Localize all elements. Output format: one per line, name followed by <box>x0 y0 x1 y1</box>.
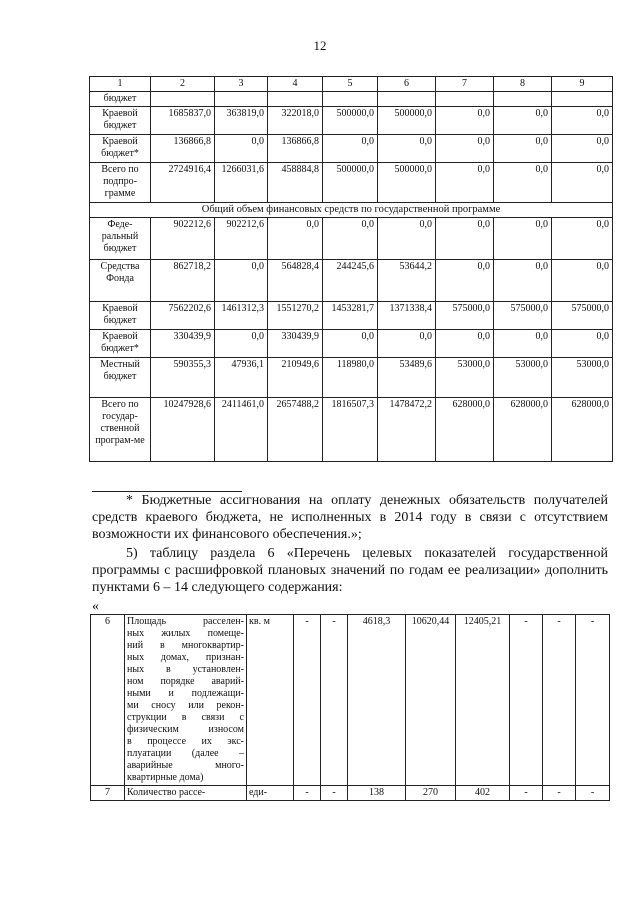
finance-value-cell: 210949,6 <box>268 358 323 398</box>
finance-header-cell: 2 <box>151 77 215 92</box>
indicator-description-line: Количество рассе- <box>127 787 206 798</box>
finance-row <box>90 163 613 203</box>
finance-value-cell: 53644,2 <box>378 260 436 302</box>
finance-value-cell: 628000,0 <box>552 398 613 462</box>
finance-row <box>90 358 613 398</box>
finance-value-cell: 1453281,7 <box>323 302 378 330</box>
finance-row-label: Краевой бюджет <box>90 302 151 330</box>
indicator-description-line: в процессе их экс- <box>127 736 244 747</box>
finance-section-title: Общий объем финансовых средств по государственной программе <box>90 203 613 218</box>
finance-value-cell: 0,0 <box>494 135 552 163</box>
finance-row-label: Феде-ральный бюджет <box>90 218 151 260</box>
finance-header-cell: 6 <box>378 77 436 92</box>
finance-value-cell: 1551270,2 <box>268 302 323 330</box>
finance-value-cell: 458884,8 <box>268 163 323 203</box>
finance-value-cell: 363819,0 <box>215 107 268 135</box>
finance-row <box>90 92 613 107</box>
finance-row-label: Средства Фонда <box>90 260 151 302</box>
finance-value-cell: 0,0 <box>436 135 494 163</box>
finance-value-cell: 1478472,2 <box>378 398 436 462</box>
finance-value-cell: 244245,6 <box>323 260 378 302</box>
indicator-value-cell: 270 <box>406 786 456 801</box>
finance-value-cell: 0,0 <box>436 163 494 203</box>
finance-table <box>89 76 613 462</box>
finance-value-cell <box>323 92 378 107</box>
finance-value-cell: 0,0 <box>552 218 613 260</box>
finance-value-cell <box>151 92 215 107</box>
finance-value-cell: 2657488,2 <box>268 398 323 462</box>
finance-value-cell: 0,0 <box>494 107 552 135</box>
finance-header-cell: 7 <box>436 77 494 92</box>
finance-value-cell: 10247928,6 <box>151 398 215 462</box>
finance-value-cell: 0,0 <box>378 218 436 260</box>
indicator-value-cell: - <box>294 786 321 801</box>
indicator-description-line: плуатации (далее – <box>127 748 244 759</box>
finance-header-cell: 5 <box>323 77 378 92</box>
finance-header-cell: 4 <box>268 77 323 92</box>
finance-value-cell: 564828,4 <box>268 260 323 302</box>
finance-value-cell: 1371338,4 <box>378 302 436 330</box>
paragraph-5: 5) таблицу раздела 6 «Перечень целевых показателей государственной программы с расшифровкой плановых значений по годам ее реализации» дополнить пунктами 6 – 14 следующего содержания: <box>92 546 608 595</box>
indicator-number: 7 <box>91 786 125 801</box>
finance-value-cell: 0,0 <box>552 330 613 358</box>
finance-value-cell: 136866,8 <box>151 135 215 163</box>
finance-value-cell: 0,0 <box>436 330 494 358</box>
finance-value-cell: 322018,0 <box>268 107 323 135</box>
finance-header-cell: 8 <box>494 77 552 92</box>
finance-value-cell: 0,0 <box>436 260 494 302</box>
finance-value-cell: 500000,0 <box>323 163 378 203</box>
indicator-description-line: ных в установлен- <box>127 664 244 675</box>
finance-value-cell: 53000,0 <box>552 358 613 398</box>
finance-value-cell: 53000,0 <box>494 358 552 398</box>
finance-value-cell: 0,0 <box>494 163 552 203</box>
indicator-value-cell: - <box>576 786 610 801</box>
finance-value-cell: 0,0 <box>378 330 436 358</box>
finance-value-cell: 53000,0 <box>436 358 494 398</box>
finance-value-cell: 500000,0 <box>378 163 436 203</box>
indicator-value-cell: - <box>321 786 348 801</box>
finance-value-cell: 0,0 <box>436 107 494 135</box>
indicator-description <box>125 786 247 801</box>
indicator-row <box>91 786 610 801</box>
finance-value-cell <box>268 92 323 107</box>
finance-value-cell: 575000,0 <box>552 302 613 330</box>
finance-row <box>90 135 613 163</box>
indicator-value-cell: - <box>576 615 610 786</box>
finance-row <box>90 330 613 358</box>
indicator-value-cell: 138 <box>348 786 406 801</box>
finance-value-cell: 500000,0 <box>378 107 436 135</box>
indicator-value-cell: - <box>510 786 543 801</box>
finance-row-label: Всего по государ-ственной програм-ме <box>90 398 151 462</box>
indicator-value-cell: 4618,3 <box>348 615 406 786</box>
finance-value-cell: 0,0 <box>215 260 268 302</box>
indicator-value-cell: 402 <box>456 786 510 801</box>
indicator-description-line: струкции в связи с <box>127 712 244 723</box>
indicator-unit: еди- <box>247 786 294 801</box>
finance-value-cell: 2411461,0 <box>215 398 268 462</box>
finance-value-cell: 902212,6 <box>215 218 268 260</box>
indicator-value-cell: 10620,44 <box>406 615 456 786</box>
finance-value-cell: 575000,0 <box>494 302 552 330</box>
finance-value-cell: 0,0 <box>552 107 613 135</box>
opening-quote-mark: « <box>92 599 99 614</box>
finance-value-cell: 53489,6 <box>378 358 436 398</box>
finance-value-cell: 590355,3 <box>151 358 215 398</box>
finance-value-cell: 628000,0 <box>436 398 494 462</box>
finance-value-cell: 1461312,3 <box>215 302 268 330</box>
finance-value-cell: 0,0 <box>494 218 552 260</box>
finance-value-cell: 1685837,0 <box>151 107 215 135</box>
finance-row <box>90 260 613 302</box>
indicator-description-line: ний в многоквартир- <box>127 640 244 651</box>
finance-value-cell: 0,0 <box>494 330 552 358</box>
finance-value-cell <box>436 92 494 107</box>
indicator-description-line: ми сносу или рекон- <box>127 700 244 711</box>
finance-value-cell: 902212,6 <box>151 218 215 260</box>
finance-value-cell: 1816507,3 <box>323 398 378 462</box>
finance-value-cell <box>494 92 552 107</box>
indicator-value-cell: 12405,21 <box>456 615 510 786</box>
finance-value-cell: 0,0 <box>378 135 436 163</box>
finance-value-cell: 2724916,4 <box>151 163 215 203</box>
finance-value-cell: 0,0 <box>215 135 268 163</box>
finance-header-cell: 9 <box>552 77 613 92</box>
finance-value-cell: 118980,0 <box>323 358 378 398</box>
finance-value-cell: 7562202,6 <box>151 302 215 330</box>
indicators-table <box>90 614 610 801</box>
finance-value-cell: 0,0 <box>215 330 268 358</box>
indicator-description-line: ном порядке аварий- <box>127 676 244 687</box>
finance-value-cell: 0,0 <box>268 218 323 260</box>
finance-value-cell: 330439,9 <box>151 330 215 358</box>
finance-header-cell: 3 <box>215 77 268 92</box>
finance-value-cell: 0,0 <box>552 260 613 302</box>
indicator-value-cell: - <box>294 615 321 786</box>
finance-value-cell: 0,0 <box>323 135 378 163</box>
footnote-text: * Бюджетные ассигнования на оплату денежных обязательств получателей средств краевого бюджета, не исполненных в 2014 году в связи с отсутствием возможности их финансового обеспечения.»; <box>92 493 608 542</box>
indicator-description-line: ных домах, признан- <box>127 652 244 663</box>
finance-value-cell: 0,0 <box>323 218 378 260</box>
indicator-value-cell: - <box>543 786 576 801</box>
finance-row-label: Всего по подпро-грамме <box>90 163 151 203</box>
indicator-number: 6 <box>91 615 125 786</box>
indicator-description-line: физическим износом <box>127 724 244 735</box>
finance-value-cell: 0,0 <box>436 218 494 260</box>
indicator-value-cell: - <box>321 615 348 786</box>
finance-row-label: Краевой бюджет* <box>90 135 151 163</box>
finance-value-cell: 0,0 <box>552 135 613 163</box>
finance-row-label: бюджет <box>90 92 151 107</box>
finance-row <box>90 398 613 462</box>
finance-value-cell: 330439,9 <box>268 330 323 358</box>
finance-row <box>90 107 613 135</box>
finance-value-cell: 628000,0 <box>494 398 552 462</box>
finance-value-cell: 1266031,6 <box>215 163 268 203</box>
finance-value-cell: 47936,1 <box>215 358 268 398</box>
finance-value-cell: 500000,0 <box>323 107 378 135</box>
indicator-description-line: квартирные дома) <box>127 772 204 783</box>
finance-row-label: Краевой бюджет <box>90 107 151 135</box>
finance-value-cell <box>378 92 436 107</box>
finance-row <box>90 218 613 260</box>
finance-value-cell <box>552 92 613 107</box>
finance-value-cell: 862718,2 <box>151 260 215 302</box>
finance-value-cell: 136866,8 <box>268 135 323 163</box>
finance-section-row <box>90 203 613 218</box>
finance-value-cell: 0,0 <box>323 330 378 358</box>
finance-header-cell: 1 <box>90 77 151 92</box>
finance-row-label: Краевой бюджет* <box>90 330 151 358</box>
indicator-description <box>125 615 247 786</box>
indicator-description-line: Площадь расселен- <box>127 616 244 627</box>
finance-value-cell: 575000,0 <box>436 302 494 330</box>
indicator-description-line: ными и подлежащи- <box>127 688 244 699</box>
finance-value-cell <box>215 92 268 107</box>
finance-value-cell: 0,0 <box>494 260 552 302</box>
finance-header-row <box>90 77 613 92</box>
page-number: 12 <box>313 38 327 53</box>
indicator-description-line: ных жилых помеще- <box>127 628 244 639</box>
indicator-description-line: аварийные много- <box>127 760 244 771</box>
indicator-unit: кв. м <box>247 615 294 786</box>
finance-row <box>90 302 613 330</box>
finance-row-label: Местный бюджет <box>90 358 151 398</box>
indicator-value-cell: - <box>510 615 543 786</box>
finance-value-cell: 0,0 <box>552 163 613 203</box>
indicator-row <box>91 615 610 786</box>
indicator-value-cell: - <box>543 615 576 786</box>
